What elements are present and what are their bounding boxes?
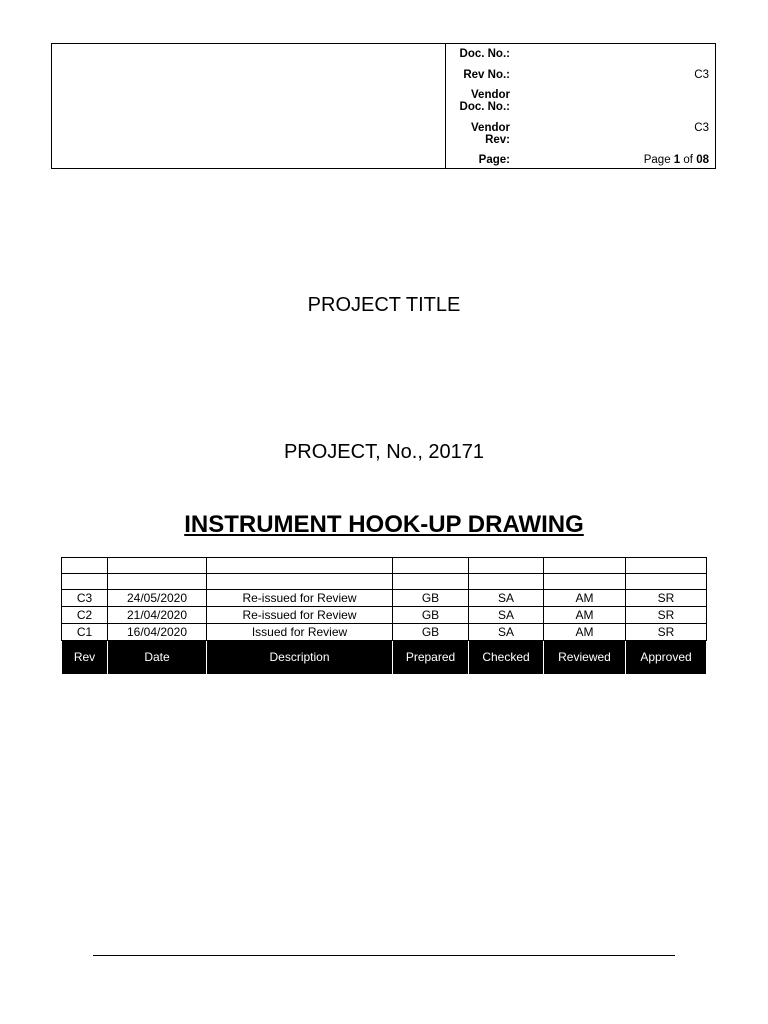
page-number [644,154,709,166]
cell-prepared [393,558,469,574]
vendor-doc-no-label-line2: Doc. No.: [459,101,510,113]
cell-prepared [393,574,469,590]
table-header-row [62,641,707,675]
cell-description [207,558,393,574]
cell-checked: SA [469,607,544,624]
cell-date: 24/05/2020 [108,590,207,607]
page-total: 08 [696,154,709,166]
vendor-rev-value: C3 [694,122,709,134]
document-header-box [51,43,716,169]
table-row [62,624,707,641]
footer-line [93,955,675,956]
cell-date: 21/04/2020 [108,607,207,624]
cell-checked [469,574,544,590]
column-header-date: Date [108,641,207,675]
column-header-reviewed: Reviewed [544,641,626,675]
cell-approved: SR [626,624,707,641]
cell-reviewed: AM [544,607,626,624]
vendor-doc-no-label [446,89,510,113]
cell-date [108,574,207,590]
cell-description: Issued for Review [207,624,393,641]
cell-description [207,574,393,590]
table-row-blank [62,558,707,574]
header-logo-area [52,44,445,168]
revision-table [61,557,707,675]
cell-prepared: GB [393,624,469,641]
cell-approved: SR [626,590,707,607]
vendor-rev-label [446,122,510,146]
cell-reviewed [544,574,626,590]
cell-rev: C2 [62,607,108,624]
column-header-rev: Rev [62,641,108,675]
cell-checked: SA [469,590,544,607]
cell-checked: SA [469,624,544,641]
table-row [62,607,707,624]
vendor-rev-label-line2: Rev: [485,134,510,146]
cell-date [108,558,207,574]
vendor-doc-no-label-line1: Vendor [471,89,510,101]
cell-reviewed: AM [544,624,626,641]
cell-rev [62,558,108,574]
page-of: of [683,154,693,166]
cell-prepared: GB [393,590,469,607]
table-row [62,590,707,607]
page-label: Page: [478,154,510,166]
cell-approved: SR [626,607,707,624]
cell-description: Re-issued for Review [207,607,393,624]
cell-rev: C1 [62,624,108,641]
cell-prepared: GB [393,607,469,624]
page-current: 1 [673,154,681,166]
drawing-title: INSTRUMENT HOOK-UP DRAWING [184,511,584,538]
cell-reviewed [544,558,626,574]
doc-no-label: Doc. No.: [459,48,510,60]
column-header-prepared: Prepared [393,641,469,675]
vendor-rev-label-line1: Vendor [471,122,510,134]
column-header-approved: Approved [626,641,707,675]
project-number: PROJECT, No., 20171 [283,441,485,463]
cell-rev [62,574,108,590]
column-header-checked: Checked [469,641,544,675]
project-title: PROJECT TITLE [307,294,461,316]
cell-rev: C3 [62,590,108,607]
cell-checked [469,558,544,574]
cell-description: Re-issued for Review [207,590,393,607]
page-prefix: Page [643,154,671,166]
rev-no-value: C3 [694,69,709,81]
rev-no-label: Rev No.: [463,69,510,81]
column-header-description: Description [207,641,393,675]
cell-date: 16/04/2020 [108,624,207,641]
cell-approved [626,574,707,590]
cell-approved [626,558,707,574]
cell-reviewed: AM [544,590,626,607]
table-row-blank [62,574,707,590]
